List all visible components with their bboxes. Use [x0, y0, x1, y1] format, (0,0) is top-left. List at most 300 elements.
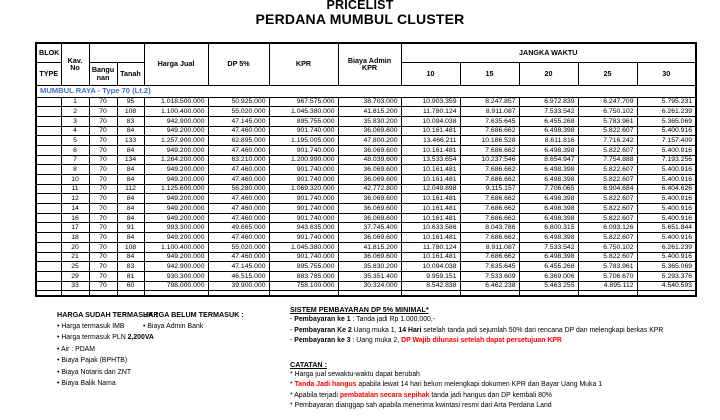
- data-cell: 8.542.838: [401, 281, 460, 291]
- data-cell: 55.020.000: [208, 242, 269, 252]
- section-label: MUMBUL RAYA - Type 70 (Lt.2): [36, 85, 696, 97]
- data-cell: 35.351.400: [338, 271, 401, 281]
- data-cell: 70: [89, 262, 117, 272]
- data-cell: 5.651.844: [637, 223, 696, 233]
- data-cell: 70: [89, 107, 117, 117]
- header-kpr: KPR: [269, 43, 338, 85]
- data-cell: 993.300.000: [144, 223, 208, 233]
- data-cell: 50.925.000: [208, 97, 269, 107]
- data-cell: 6.261.239: [637, 242, 696, 252]
- data-cell: 10.161.481: [401, 252, 460, 262]
- data-cell: 1.100.400.000: [144, 242, 208, 252]
- table-row: [36, 281, 696, 291]
- data-cell: 70: [89, 116, 117, 126]
- data-cell: 5.400.916: [637, 233, 696, 243]
- data-cell: 5.706.670: [578, 271, 637, 281]
- data-cell: 895.755.000: [269, 116, 338, 126]
- data-cell: 901.740.000: [269, 126, 338, 136]
- data-cell: 10.161.481: [401, 213, 460, 223]
- data-cell: 8.611.816: [519, 136, 578, 146]
- table-footer-row: [36, 291, 696, 296]
- data-cell: 55.020.000: [208, 107, 269, 117]
- blok-type-cell: [36, 271, 61, 281]
- data-cell: 6.498.398: [519, 233, 578, 243]
- data-cell: 35.830.200: [338, 262, 401, 272]
- header-empty-cell: [89, 43, 144, 62]
- data-cell: 1.264.200.000: [144, 155, 208, 165]
- data-cell: 47.460.000: [208, 126, 269, 136]
- data-cell: 7.635.645: [460, 116, 519, 126]
- table-row: [36, 97, 696, 107]
- data-cell: 41.815.200: [338, 107, 401, 117]
- data-cell: 84: [117, 204, 144, 214]
- data-cell: 6.750.102: [578, 107, 637, 117]
- data-cell: 7.716.242: [578, 136, 637, 146]
- data-cell: 6.498.398: [519, 204, 578, 214]
- data-cell: 6.462.238: [460, 281, 519, 291]
- data-cell: 84: [117, 233, 144, 243]
- data-cell: 5.822.607: [578, 213, 637, 223]
- table-row: [36, 271, 696, 281]
- data-cell: 967.575.000: [269, 97, 338, 107]
- header-jangka-waktu: JANGKA WAKTU: [401, 43, 696, 62]
- header-blok: BLOK: [36, 43, 61, 62]
- data-cell: 5.822.607: [578, 145, 637, 155]
- data-cell: 134: [117, 155, 144, 165]
- data-cell: 1.195.005.000: [269, 136, 338, 146]
- blok-type-cell: [36, 155, 61, 165]
- data-cell: 63.210.000: [208, 155, 269, 165]
- data-cell: 5.400.916: [637, 165, 696, 175]
- data-cell: 70: [89, 271, 117, 281]
- table-row: [36, 194, 696, 204]
- data-cell: 9.959.151: [401, 271, 460, 281]
- data-cell: 36.069.600: [338, 126, 401, 136]
- table-row: [36, 116, 696, 126]
- data-cell: 47.145.000: [208, 262, 269, 272]
- data-cell: 5.400.916: [637, 145, 696, 155]
- header-tenor-20: 20: [519, 62, 578, 85]
- data-cell: 7.754.888: [578, 155, 637, 165]
- data-cell: 949.200.000: [144, 126, 208, 136]
- data-cell: 10.237.546: [460, 155, 519, 165]
- list-item: • Harga termasuk IMB: [57, 322, 125, 330]
- data-cell: 7: [61, 155, 89, 165]
- data-cell: 8.247.857: [460, 97, 519, 107]
- table-row: [36, 233, 696, 243]
- data-cell: 70: [89, 194, 117, 204]
- list-item: * Apabila terjadi pembatalan secara sepihak tanda jadi hangus dan DP kembali 80%: [290, 391, 552, 399]
- data-cell: 10.161.481: [401, 165, 460, 175]
- data-cell: 10.094.038: [401, 116, 460, 126]
- data-cell: 798.000.000: [144, 281, 208, 291]
- data-cell: 5.400.916: [637, 175, 696, 185]
- data-cell: 10.161.481: [401, 145, 460, 155]
- data-cell: 7.686.662: [460, 126, 519, 136]
- data-cell: 81: [117, 271, 144, 281]
- data-cell: 84: [117, 175, 144, 185]
- header-tanah: Tanah: [117, 62, 144, 85]
- pricelist-table: [35, 42, 697, 297]
- data-cell: 5.783.961: [578, 116, 637, 126]
- title-cluster: PERDANA MUMBUL CLUSTER: [255, 11, 465, 27]
- header-tenor-15: 15: [460, 62, 519, 85]
- table-row: [36, 107, 696, 117]
- list-item: - Pembayaran ke 1 : Tanda jadi Rp 1.000.000,-: [290, 316, 436, 324]
- data-cell: 5.795.231: [637, 97, 696, 107]
- data-cell: 5.400.916: [637, 126, 696, 136]
- data-cell: 70: [89, 184, 117, 194]
- blok-type-cell: [36, 175, 61, 185]
- data-cell: 36.069.600: [338, 233, 401, 243]
- data-cell: 6.093.126: [578, 223, 637, 233]
- data-cell: 8.654.947: [519, 155, 578, 165]
- data-cell: 4: [61, 126, 89, 136]
- data-cell: 84: [117, 194, 144, 204]
- data-cell: 2: [61, 107, 89, 117]
- data-cell: 10.186.528: [460, 136, 519, 146]
- blok-type-cell: [36, 204, 61, 214]
- data-cell: 942.900.000: [144, 116, 208, 126]
- data-cell: 11.780.124: [401, 242, 460, 252]
- header-tenor-10: 10: [401, 62, 460, 85]
- data-cell: 36.069.600: [338, 194, 401, 204]
- data-cell: 35.830.200: [338, 116, 401, 126]
- data-cell: 70: [89, 136, 117, 146]
- data-cell: 1.257.900.000: [144, 136, 208, 146]
- data-cell: 38.703.000: [338, 97, 401, 107]
- blok-type-cell: [36, 252, 61, 262]
- data-cell: 5.822.607: [578, 165, 637, 175]
- data-cell: 6.498.398: [519, 213, 578, 223]
- data-cell: 95: [117, 97, 144, 107]
- data-cell: 1.045.380.000: [269, 242, 338, 252]
- data-cell: 21: [61, 252, 89, 262]
- blok-type-cell: [36, 97, 61, 107]
- data-cell: 901.740.000: [269, 165, 338, 175]
- blok-type-cell: [36, 213, 61, 223]
- data-cell: 36.069.600: [338, 165, 401, 175]
- data-cell: 70: [89, 233, 117, 243]
- data-cell: 1.100.400.000: [144, 107, 208, 117]
- data-cell: 30.324.000: [338, 281, 401, 291]
- data-cell: 20: [61, 242, 89, 252]
- data-cell: 108: [117, 107, 144, 117]
- data-cell: 901.740.000: [269, 175, 338, 185]
- data-cell: 39.900.000: [208, 281, 269, 291]
- data-cell: 37.745.400: [338, 223, 401, 233]
- list-item: • Biaya Balik Nama: [57, 380, 116, 387]
- data-cell: 84: [117, 213, 144, 223]
- data-cell: 7.635.645: [460, 262, 519, 272]
- data-cell: 36.069.600: [338, 252, 401, 262]
- blok-type-cell: [36, 223, 61, 233]
- data-cell: 949.200.000: [144, 252, 208, 262]
- data-cell: 7.686.662: [460, 145, 519, 155]
- data-cell: 70: [89, 155, 117, 165]
- data-cell: 7.706.065: [519, 184, 578, 194]
- data-cell: 7.686.662: [460, 204, 519, 214]
- data-cell: 70: [89, 175, 117, 185]
- header-biaya-admin-kpr: Biaya Admin KPR: [338, 43, 401, 85]
- data-cell: 47.800.200: [338, 136, 401, 146]
- data-cell: 6.498.398: [519, 175, 578, 185]
- blok-type-cell: [36, 281, 61, 291]
- list-item: • Air : PDAM: [57, 345, 96, 353]
- data-cell: 47.460.000: [208, 194, 269, 204]
- payment-list: [290, 315, 718, 346]
- data-cell: 5.365.069: [637, 262, 696, 272]
- list-item: • Biaya Notaris dan ZNT: [57, 368, 132, 376]
- data-cell: 84: [117, 145, 144, 155]
- table-row: [36, 145, 696, 155]
- data-cell: 6: [61, 145, 89, 155]
- right-notes: [290, 305, 718, 412]
- excluded-heading: HARGA BELUM TERMASUK :: [143, 310, 244, 319]
- header-tenor-25: 25: [578, 62, 637, 85]
- data-cell: 42.772.800: [338, 184, 401, 194]
- data-cell: 5.365.069: [637, 116, 696, 126]
- data-cell: 5.822.607: [578, 204, 637, 214]
- pricelist-table-body: [36, 85, 696, 291]
- data-cell: 56.280.000: [208, 184, 269, 194]
- data-cell: 5.400.916: [637, 204, 696, 214]
- data-cell: 70: [89, 97, 117, 107]
- data-cell: 5.400.916: [637, 252, 696, 262]
- data-cell: 901.740.000: [269, 194, 338, 204]
- data-cell: 29: [61, 271, 89, 281]
- data-cell: 6.369.006: [519, 271, 578, 281]
- catatan-heading: CATATAN :: [290, 359, 327, 369]
- data-cell: 47.460.000: [208, 165, 269, 175]
- data-cell: 5.822.607: [578, 252, 637, 262]
- data-cell: 25: [61, 262, 89, 272]
- table-row: [36, 155, 696, 165]
- data-cell: 4.895.112: [578, 281, 637, 291]
- included-heading: HARGA SUDAH TERMASUK :: [57, 310, 158, 319]
- data-cell: 41.815.200: [338, 242, 401, 252]
- data-cell: 5.822.607: [578, 126, 637, 136]
- data-cell: 5: [61, 136, 89, 146]
- data-cell: 8.043.786: [460, 223, 519, 233]
- blok-type-cell: [36, 116, 61, 126]
- data-cell: 1.045.380.000: [269, 107, 338, 117]
- data-cell: 46.515.000: [208, 271, 269, 281]
- data-cell: 47.460.000: [208, 175, 269, 185]
- data-cell: 14: [61, 204, 89, 214]
- data-cell: 901.740.000: [269, 233, 338, 243]
- data-cell: 6.247.709: [578, 97, 637, 107]
- data-cell: 70: [89, 145, 117, 155]
- data-cell: 33: [61, 281, 89, 291]
- data-cell: 10.161.481: [401, 233, 460, 243]
- data-cell: 36.069.600: [338, 175, 401, 185]
- data-cell: 8.911.087: [460, 107, 519, 117]
- data-cell: 47.145.000: [208, 116, 269, 126]
- data-cell: 12: [61, 194, 89, 204]
- table-row: [36, 213, 696, 223]
- blok-type-cell: [36, 107, 61, 117]
- header-harga-jual: Harga Jual: [144, 43, 208, 85]
- data-cell: 5.293.376: [637, 271, 696, 281]
- table-row: [36, 262, 696, 272]
- data-cell: 6.404.626: [637, 184, 696, 194]
- data-cell: 84: [117, 126, 144, 136]
- list-item: * Tanda Jadi hangus apabila lewat 14 hari belum melengkapi dokumen KPR dan Bayar Uang Muka 1: [290, 381, 603, 389]
- data-cell: 7.533.609: [460, 271, 519, 281]
- data-cell: 8.911.087: [460, 242, 519, 252]
- blok-type-cell: [36, 165, 61, 175]
- blok-type-cell: [36, 242, 61, 252]
- table-row: [36, 252, 696, 262]
- data-cell: 47.460.000: [208, 213, 269, 223]
- data-cell: 901.740.000: [269, 252, 338, 262]
- data-cell: 70: [89, 204, 117, 214]
- data-cell: 949.200.000: [144, 233, 208, 243]
- data-cell: 12.049.898: [401, 184, 460, 194]
- table-row: [36, 184, 696, 194]
- list-item: - Pembayaran Ke 2 Uang muka 1, 14 Hari setelah tanda jadi sejumlah 50% dari rencana DP dan melengkapi berkas KPR: [290, 326, 664, 334]
- data-cell: 6.750.102: [578, 242, 637, 252]
- data-cell: 1.069.320.000: [269, 184, 338, 194]
- data-cell: 7.533.542: [519, 242, 578, 252]
- data-cell: 47.460.000: [208, 204, 269, 214]
- data-cell: 83: [117, 262, 144, 272]
- data-cell: 17: [61, 223, 89, 233]
- data-cell: 70: [89, 252, 117, 262]
- header-dp: DP 5%: [208, 43, 269, 85]
- data-cell: 36.069.600: [338, 213, 401, 223]
- table-row: [36, 223, 696, 233]
- data-cell: 7.686.662: [460, 175, 519, 185]
- data-cell: 70: [89, 242, 117, 252]
- data-cell: 47.460.000: [208, 252, 269, 262]
- header-kav-no: Kav. No: [61, 43, 89, 85]
- data-cell: 70: [89, 165, 117, 175]
- data-cell: 949.200.000: [144, 145, 208, 155]
- data-cell: 10.161.481: [401, 175, 460, 185]
- data-cell: 10.161.481: [401, 204, 460, 214]
- data-cell: 70: [89, 223, 117, 233]
- data-cell: 18: [61, 233, 89, 243]
- data-cell: 7.193.256: [637, 155, 696, 165]
- data-cell: 5.463.255: [519, 281, 578, 291]
- data-cell: 10.903.359: [401, 97, 460, 107]
- data-cell: 8: [61, 165, 89, 175]
- blok-type-cell: [36, 145, 61, 155]
- data-cell: 949.200.000: [144, 194, 208, 204]
- data-cell: 60: [117, 281, 144, 291]
- data-cell: 3: [61, 116, 89, 126]
- section-row: [36, 85, 696, 97]
- data-cell: 7.686.662: [460, 233, 519, 243]
- data-cell: 84: [117, 252, 144, 262]
- payment-heading: SISTEM PEMBAYARAN DP 5% MINIMAL*: [290, 305, 429, 314]
- data-cell: 949.200.000: [144, 213, 208, 223]
- data-cell: 6.800.315: [519, 223, 578, 233]
- data-cell: 10.161.481: [401, 194, 460, 204]
- blok-type-cell: [36, 184, 61, 194]
- page-title: [0, 0, 720, 27]
- data-cell: 6.498.398: [519, 126, 578, 136]
- data-cell: 47.460.000: [208, 233, 269, 243]
- data-cell: 6.904.684: [578, 184, 637, 194]
- data-cell: 70: [89, 213, 117, 223]
- data-cell: 942.900.000: [144, 262, 208, 272]
- data-cell: 16: [61, 213, 89, 223]
- data-cell: 49.665.000: [208, 223, 269, 233]
- list-item: • Biaya Pajak (BPHTB): [57, 357, 128, 364]
- data-cell: 10.161.481: [401, 126, 460, 136]
- data-cell: 48.039.600: [338, 155, 401, 165]
- data-cell: 7.686.662: [460, 252, 519, 262]
- data-cell: 5.400.916: [637, 213, 696, 223]
- data-cell: 943.635.000: [269, 223, 338, 233]
- header-tenor-30: 30: [637, 62, 696, 85]
- data-cell: 10: [61, 175, 89, 185]
- data-cell: 9.115.157: [460, 184, 519, 194]
- data-cell: 11: [61, 184, 89, 194]
- data-cell: 6.498.398: [519, 194, 578, 204]
- data-cell: 949.200.000: [144, 165, 208, 175]
- list-item: * Harga jual sewaktu-waktu dapat berubah: [290, 371, 420, 379]
- data-cell: 5.400.916: [637, 194, 696, 204]
- data-cell: 1.018.500.000: [144, 97, 208, 107]
- data-cell: 5.822.607: [578, 233, 637, 243]
- data-cell: 1.125.600.000: [144, 184, 208, 194]
- data-cell: 62.895.000: [208, 136, 269, 146]
- excluded-list: [143, 321, 244, 333]
- list-item: * Pembayaran dianggap sah apabila menerima kwintasi resmi dari Arta Perdana Land: [290, 402, 552, 410]
- data-cell: 1: [61, 97, 89, 107]
- header-type: TYPE: [36, 62, 61, 85]
- header-bangunan: Bangunan: [89, 62, 117, 85]
- data-cell: 91: [117, 223, 144, 233]
- data-cell: 83: [117, 116, 144, 126]
- table-row: [36, 126, 696, 136]
- data-cell: 70: [89, 126, 117, 136]
- data-cell: 5.822.607: [578, 175, 637, 185]
- data-cell: 6.455.268: [519, 116, 578, 126]
- table-row: [36, 204, 696, 214]
- data-cell: 84: [117, 165, 144, 175]
- data-cell: 6.498.398: [519, 252, 578, 262]
- data-cell: 901.740.000: [269, 213, 338, 223]
- blok-type-cell: [36, 262, 61, 272]
- data-cell: 7.686.662: [460, 213, 519, 223]
- data-cell: 1.200.990.000: [269, 155, 338, 165]
- data-cell: 5.822.607: [578, 194, 637, 204]
- data-cell: 895.755.000: [269, 262, 338, 272]
- data-cell: 11.780.124: [401, 107, 460, 117]
- list-item: • Harga termasuk PLN 2,200VA: [57, 334, 154, 341]
- title-pricelist: PRICELIST: [326, 0, 394, 12]
- data-cell: 758.100.000: [269, 281, 338, 291]
- data-cell: 901.740.000: [269, 145, 338, 155]
- data-cell: 36.069.600: [338, 204, 401, 214]
- data-cell: 901.740.000: [269, 204, 338, 214]
- data-cell: 6.498.398: [519, 165, 578, 175]
- data-cell: 70: [89, 281, 117, 291]
- data-cell: 7.533.542: [519, 107, 578, 117]
- list-item: - Pembayaran ke 3 : Uang muka 2, DP Wajib dilunasi setelah dapat persetujuan KPR: [290, 337, 562, 345]
- data-cell: 13.466.211: [401, 136, 460, 146]
- data-cell: 930.300.000: [144, 271, 208, 281]
- data-cell: 13.533.654: [401, 155, 460, 165]
- data-cell: 6.972.839: [519, 97, 578, 107]
- data-cell: 7.686.662: [460, 165, 519, 175]
- data-cell: 4.540.593: [637, 281, 696, 291]
